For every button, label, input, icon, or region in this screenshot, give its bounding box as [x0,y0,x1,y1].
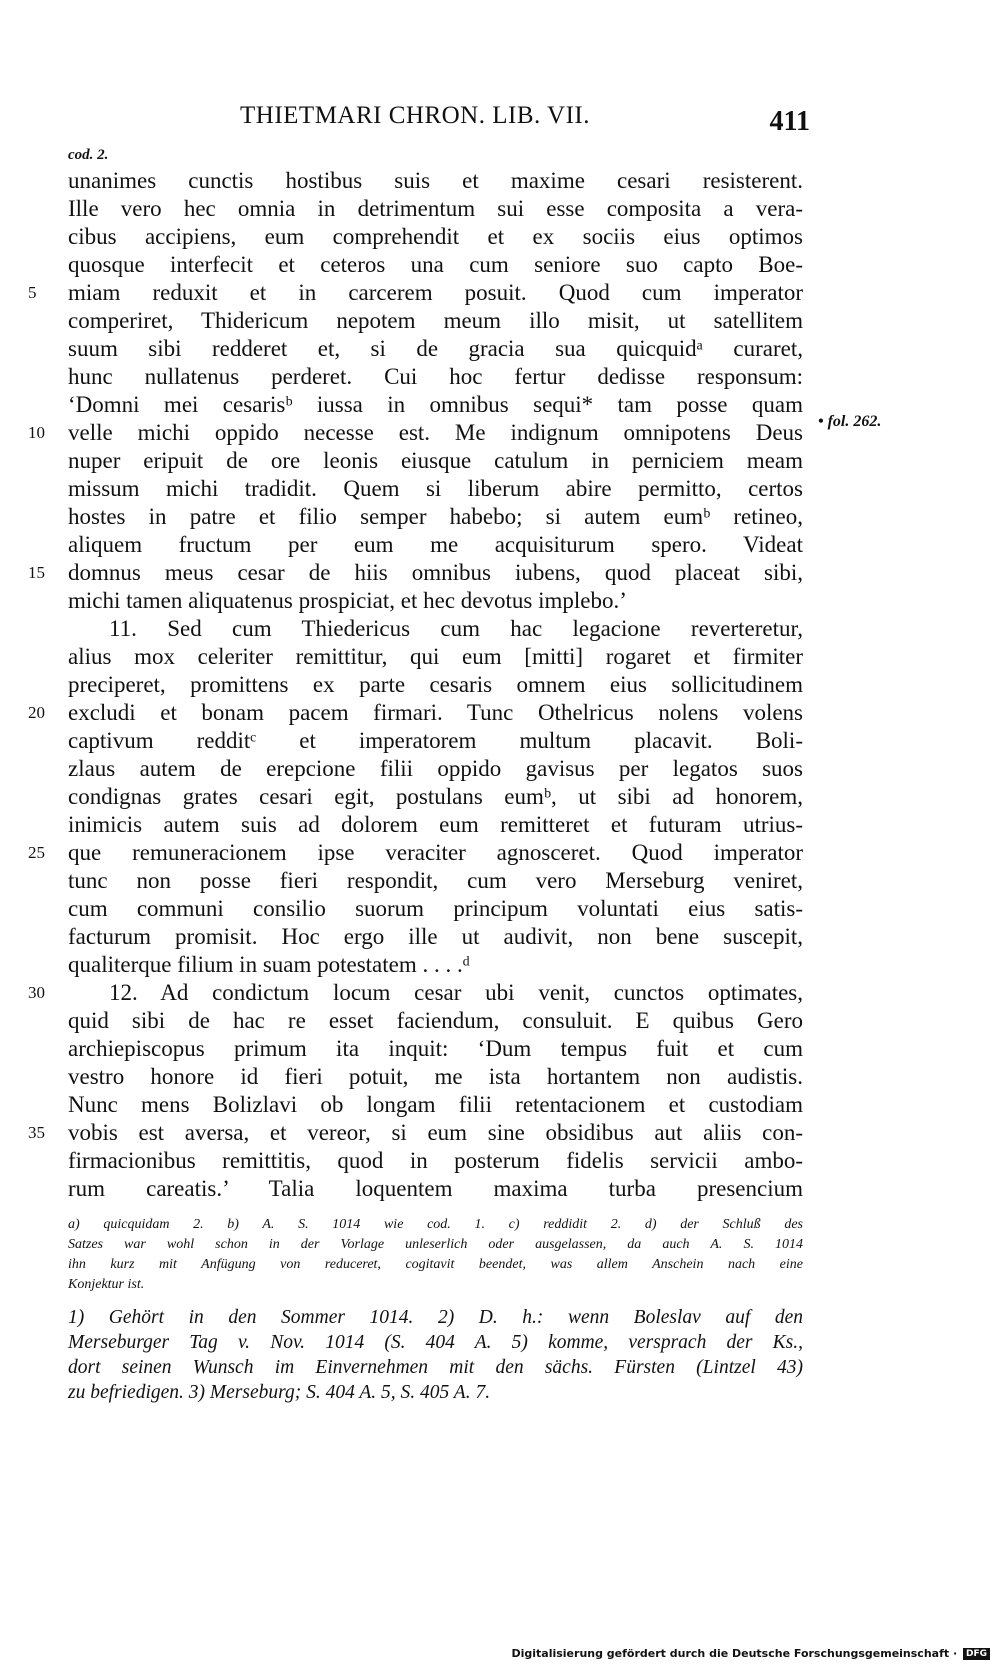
text-line: inimicis autem suis ad dolorem eum remitteret et futuram utrius- [68,812,803,837]
text-line: quid sibi de hac re esset faciendum, consuluit. E quibus Gero [68,1008,803,1033]
text-line: rum careatis.’ Talia loquentem maxima turba presencium [68,1176,803,1201]
text-line: missum michi tradidit. Quem si liberum abire permitto, certos [68,476,803,501]
text-line: Nunc mens Bolizlavi ob longam filii retentacionem et custodiam [68,1092,803,1117]
text-line: vestro honore id fieri potuit, me ista hortantem non audistis. [68,1064,803,1089]
text-line: domnus meus cesar de hiis omnibus iubens, quod placeat sibi, [68,560,803,585]
footnote-line: ihn kurz mit Anfügung von reduceret, cogitavit beendet, was allem Anschein nach eine [68,1257,803,1272]
text-line: unanimes cunctis hostibus suis et maxime cesari resisterent. [68,168,803,193]
text-line: ‘Domni mei cesarisᵇ iussa in omnibus sequi* tam posse quam [68,392,803,417]
historical-notes [68,1305,803,1405]
line-number: 20 [28,703,45,722]
text-line: cibus accipiens, eum comprehendit et ex sociis eius optimos [68,224,803,249]
text-line: alius mox celeriter remittitur, qui eum [mitti] rogaret et firmiter [68,644,803,669]
text-line: hostes in patre et filio semper habebo; si autem eumᵇ retineo, [68,504,803,529]
text-line: michi tamen aliquatenus prospiciat, et hec devotus implebo.’ [68,588,627,613]
line-number: 30 [28,983,45,1002]
folio-margin-note: • fol. 262. [818,413,882,430]
text-line: miam reduxit et in carcerem posuit. Quod cum imperator [68,280,803,305]
text-line: tunc non posse fieri respondit, cum vero Merseburg veniret, [68,868,803,893]
credit-text: Digitalisierung gefördert durch die Deutsche Forschungsgemeinschaft · [511,1647,958,1660]
text-line: suum sibi redderet et, si de gracia sua quicquidᵃ curaret, [68,336,803,361]
running-title: THIETMARI CHRON. LIB. VII. [240,102,591,129]
note-line: 1) Gehört in den Sommer 1014. 2) D. h.: wenn Boleslav auf den [68,1307,803,1328]
text-line: que remuneracionem ipse veraciter agnosceret. Quod imperator [68,840,803,865]
text-line: cum communi consilio suorum principum voluntati eius satis- [68,896,803,921]
note-line: dort seinen Wunsch im Einvernehmen mit den sächs. Fürsten (Lintzel 43) [68,1357,803,1378]
note-line: zu befriedigen. 3) Merseburg; S. 404 A. 5, S. 405 A. 7. [68,1382,491,1403]
page-header [240,96,810,136]
line-number: 25 [28,843,45,862]
text-line: 12. Ad condictum locum cesar ubi venit, cunctos optimates, [109,980,803,1005]
dfg-logo: DFG [963,1648,990,1660]
line-number: 15 [28,563,45,582]
text-line: comperiret, Thidericum nepotem meum illo misit, ut satellitem [68,308,803,333]
text-line: excludi et bonam pacem firmari. Tunc Othelricus nolens volens [68,700,803,725]
footnote-line: Konjektur ist. [68,1277,145,1292]
text-line: nuper eripuit de ore leonis eiusque catulum in perniciem meam [68,448,803,473]
line-number: 35 [28,1123,45,1142]
digitization-credit [511,1647,990,1660]
line-number: 5 [28,283,37,302]
text-line: qualiterque filium in suam potestatem . . . .ᵈ [68,952,470,977]
codex-note: cod. 2. [68,147,109,163]
text-line: vobis est aversa, et vereor, si eum sine obsidibus aut aliis con- [68,1120,803,1145]
text-line: hunc nullatenus perderet. Cui hoc fertur dedisse responsum: [68,364,803,389]
text-line: zlaus autem de erepcione filii oppido gavisus per legatos suos [68,756,803,781]
text-line: condignas grates cesari egit, postulans eumᵇ, ut sibi ad honorem, [68,784,803,809]
text-line: aliquem fructum per eum me acquisiturum spero. Videat [68,532,803,557]
text-line: Ille vero hec omnia in detrimentum sui esse composita a vera- [68,196,803,221]
note-line: Merseburger Tag v. Nov. 1014 (S. 404 A. 5) komme, versprach der Ks., [68,1332,803,1353]
text-line: velle michi oppido necesse est. Me indignum omnipotens Deus [68,420,803,445]
text-line: quosque interfecit et ceteros una cum seniore suo capto Boe- [68,252,803,277]
page-number: 411 [769,106,810,137]
footnote-line: Satzes war wohl schon in der Vorlage unleserlich oder ausgelassen, da auch A. S. 1014 [68,1237,803,1252]
textual-apparatus [68,1215,803,1295]
text-line: captivum redditᶜ et imperatorem multum placavit. Boli- [68,728,803,753]
footnote-line: a) quicquidam 2. b) A. S. 1014 wie cod. 1. c) reddidit 2. d) der Schluß des [68,1217,803,1232]
text-line: facturum promisit. Hoc ergo ille ut audivit, non bene suscepit, [68,924,803,949]
line-number: 10 [28,423,45,442]
text-line: preciperet, promittens ex parte cesaris omnem eius sollicitudinem [68,672,803,697]
text-line: 11. Sed cum Thiedericus cum hac legacione reverteretur, [109,616,803,641]
text-line: firmacionibus remittitis, quod in posterum fidelis servicii ambo- [68,1148,803,1173]
text-line: archiepiscopus primum ita inquit: ‘Dum tempus fuit et cum [68,1036,803,1061]
